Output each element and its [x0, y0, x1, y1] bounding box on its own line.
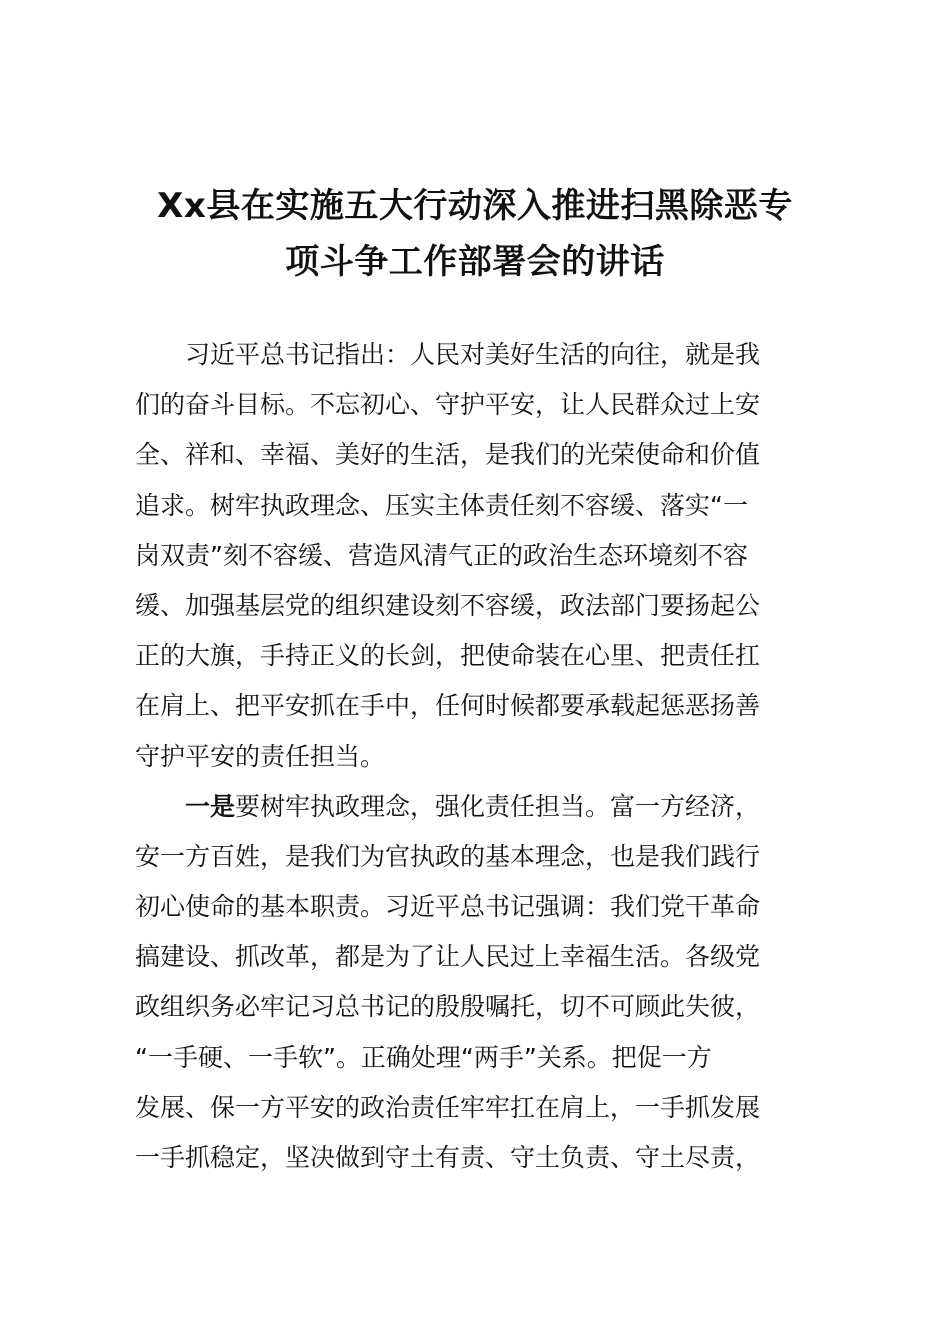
paragraph-1 — [135, 330, 835, 782]
text-line: 守护平安的责任担当。 — [135, 741, 386, 771]
text-span: 要树牢执政理念，强化责任担当。富一方经济， — [235, 791, 761, 821]
text-line: 安一方百姓，是我们为官执政的基本理念，也是我们践行 — [135, 841, 761, 871]
text-line: 政组织务必牢记习总书记的殷殷嘱托，切不可顾此失彼， — [135, 992, 761, 1022]
text-line: 缓、加强基层党的组织建设刻不容缓，政法部门要扬起公 — [135, 590, 761, 620]
title-line: 项斗争工作部署会的讲话 — [285, 242, 665, 282]
text-line: 一手抓稳定，坚决做到守土有责、守土负责、守土尽责， — [135, 1143, 761, 1172]
text-line: 追求。树牢执政理念、压实主体责任刻不容缓、落实“一 — [135, 490, 748, 520]
paragraph-lead: 一是 — [185, 791, 236, 821]
paragraph-2 — [135, 782, 835, 1184]
text-line: 搞建设、抓改革，都是为了让人民过上幸福生活。各级党 — [135, 942, 761, 972]
document-body — [135, 330, 835, 1183]
document-title — [120, 178, 830, 290]
text-line: 全、祥和、幸福、美好的生活，是我们的光荣使命和价值 — [135, 440, 761, 470]
title-line: Xx县在实施五大行动深入推进扫黑除恶专 — [157, 186, 793, 226]
text-line: 岗双责”刻不容缓、营造风清气正的政治生态环境刻不容 — [135, 540, 748, 570]
text-line: 习近平总书记指出：人民对美好生活的向往，就是我 — [185, 340, 761, 369]
text-line: 正的大旗，手持正义的长剑，把使命装在心里、把责任扛 — [135, 641, 761, 671]
text-line: 们的奋斗目标。不忘初心、守护平安，让人民群众过上安 — [135, 390, 761, 420]
text-line: 发展、保一方平安的政治责任牢牢扛在肩上，一手抓发展 — [135, 1092, 761, 1122]
text-line: 初心使命的基本职责。习近平总书记强调：我们党干革命 — [135, 892, 761, 922]
text-line: 在肩上、把平安抓在手中，任何时候都要承载起惩恶扬善 — [135, 691, 761, 721]
text-line — [135, 782, 835, 832]
text-line: “一手硬、一手软”。正确处理“两手”关系。把促一方 — [135, 1042, 712, 1072]
